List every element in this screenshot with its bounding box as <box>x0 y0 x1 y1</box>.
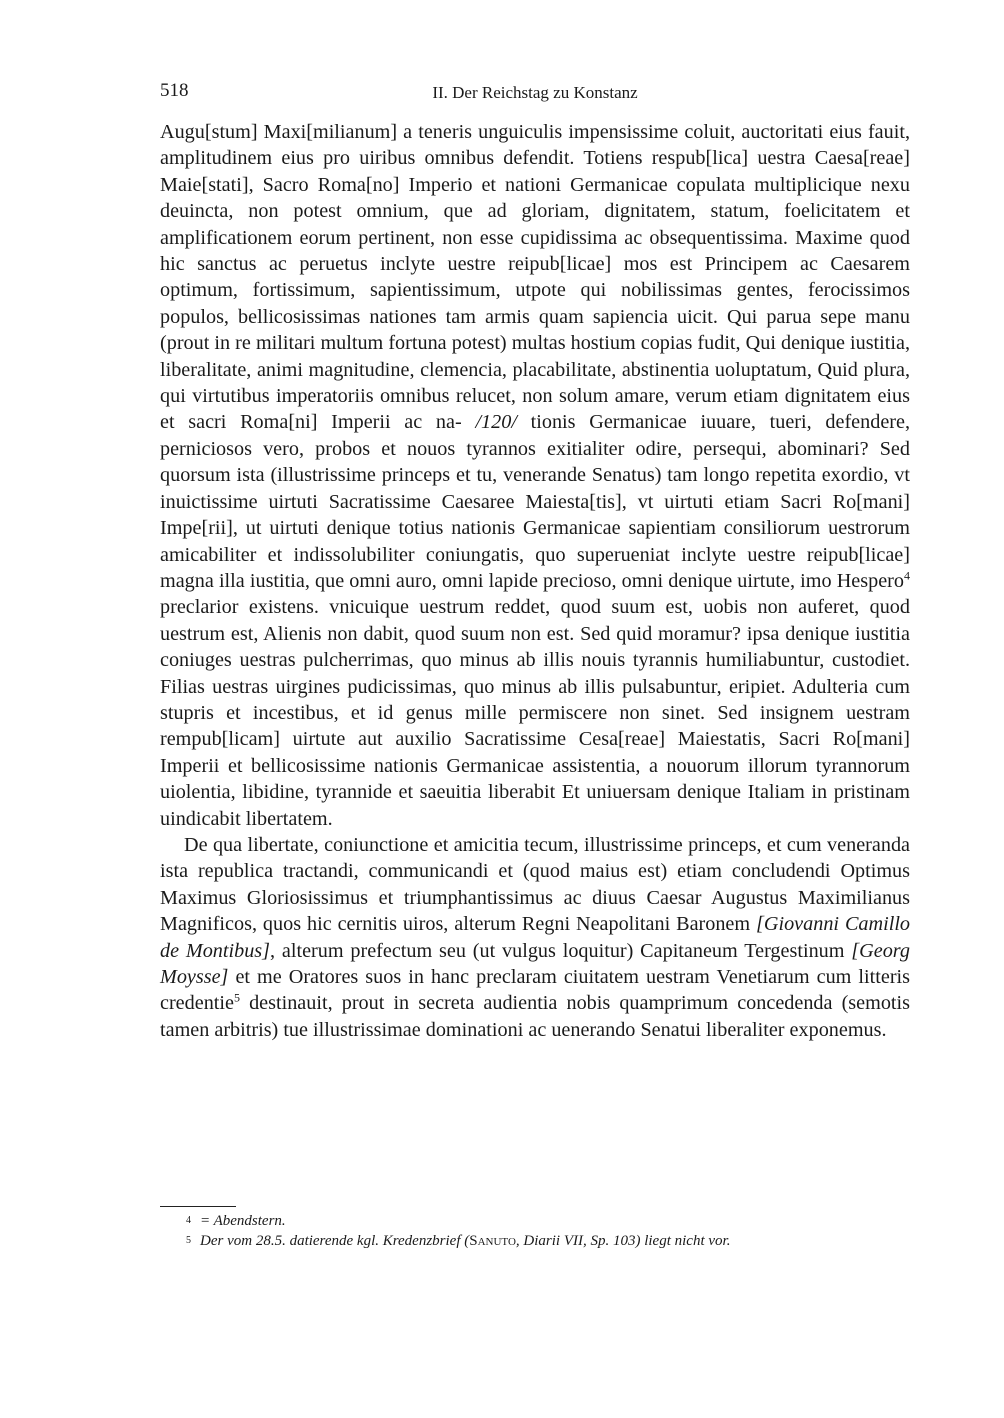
main-text <box>160 119 910 1043</box>
page-header <box>160 80 910 110</box>
paragraph-2 <box>160 832 910 1043</box>
footnote-5-text-a: Der vom 28.5. datierende kgl. Kredenzbrief ( <box>200 1233 470 1249</box>
paragraph-1 <box>160 119 910 832</box>
footnote-5-author: Sanuto <box>469 1233 516 1249</box>
folio-marker: /120/ <box>475 411 517 434</box>
paragraph-1-segment-1: Augu[stum] Maxi[milianum] a teneris unguiculis impensissime coluit, auctoritati eius fauit, amplitudinem eius pro uiribus omnibus defendit. Totiens respub[lica] uestra Caesa[reae] Maie[stati], Sacro Roma[no] Imperio et nationi Germanicae copulata multiplicique nexu deuincta, non potest omnium, que ad gloriam, dignitatem, statum, foelicitatem et amplificationem eorum pertinent, non esse cupidissima ac obsequentissima. Maxime quod hic sanctus ac peruetus inclyte uestre reipub[licae] mos est Principem ac Caesarem optimum, fortissimum, sapientissimum, utpote qui nobilissimas gentes, ferocissimos populos, bellicosissimas nationes tam armis quam sapiencia uicit. Qui parua sepe manu (prout in re militari multum fortuna potest) multas hostium copias fudit, Qui denique iustitia, liberalitate, animi magnitudine, clemencia, placabilitate, abstinentia uoluptatum, Quid plura, qui virtutibus imperatoriis omnibus relucet, non solum amare, verum etiam dignitatem eius et sacri Roma[ni] Imperii ac na- <box>160 121 910 434</box>
footnote-5-number: 5 <box>186 1235 191 1246</box>
running-head: II. Der Reichstag zu Konstanz <box>432 83 638 102</box>
footnote-5-text-b: , Diarii VII, Sp. 103) liegt nicht vor. <box>515 1233 731 1249</box>
footnote-4 <box>160 1211 910 1231</box>
editorial-name-2: [Georg Moysse] <box>160 939 910 988</box>
paragraph-1-segment-3: preclarior existens. vnicuique uestrum reddet, quod suum est, uobis non auferet, quod uestrum est, Alienis non dabit, quod suum non est. Sed quid moramur? ipsa denique iustitia coniuges uestras pulcherrimas, quo minus ab illis nouis tyrannis humiliabuntur, custodiet. Filias uestras uirgines pudicissimas, quo minus ab illis pulsabuntur, eripiet. Adulteria cum stupris et incestibus, et id genus mille permiscere non sinet. Sed insignem uestram rempub[licam] uirtute aut auxilio Sacratissime Cesa[reae] Maiestatis, Sacri Ro[mani] Imperii et bellicosissime nationis Germanicae assistentia, a nouorum illorum tyrannorum uiolentia, libidine, tyrannide et saeuitia liberabit Et uniuersam denique Italiam in pristinam uindicabit libertatem. <box>160 596 910 830</box>
page-number: 518 <box>160 80 189 101</box>
footnote-5 <box>160 1231 910 1251</box>
paragraph-2-segment-4: destinauit, prout in secreta audientia nobis quamprimum concedenda (semotis tamen arbitris) tue illustrissimae dominationi ac uenerando Senatui liberaliter exponemus. <box>160 992 910 1041</box>
footnote-4-number: 4 <box>186 1215 191 1226</box>
footnote-ref-4[interactable]: 4 <box>904 568 910 583</box>
paragraph-2-segment-2: , alterum prefectum seu (ut vulgus loquitur) Capitaneum Tergestinum <box>270 939 845 962</box>
footnote-5-text <box>200 1233 730 1249</box>
footnote-ref-5[interactable]: 5 <box>233 990 240 1005</box>
paragraph-2-segment-3: et me Oratores suos in hanc preclaram ciuitatem uestram Venetiarum cum litteris credentie <box>160 966 911 1015</box>
footnote-divider <box>160 1206 236 1207</box>
footnote-4-text: = Abendstern. <box>200 1213 286 1229</box>
editorial-name-1: [Giovanni Camillo de Montibus] <box>160 913 911 962</box>
paragraph-1-segment-2: tionis Germanicae iuuare, tueri, defendere, perniciosos vero, probos et nouos tyrannos exitialiter odire, persequi, abominari? Sed quorsum ista (illustrissime princeps et tu, venerande Senatus) tam longo repetita exordio, vt inuictissime uirtuti Sacratissime Caesaree Maiesta[tis], vt uirtuti etiam Sacri Ro[mani] Impe[rii], ut uirtuti denique totius nationis Germanicae sapientiam consiliorum uestrorum amicabiliter et indissolubiliter coniungatis, quo superueniat inclyte uestre reipub[licae] magna illa iustitia, que omni auro, omni lapide precioso, omni denique uirtute, imo Hespero <box>160 411 911 592</box>
paragraph-2-segment-1: De qua libertate, coniunctione et amicitia tecum, illustrissime princeps, et cum veneranda ista republica tractandi, communicandi et (quod maius est) etiam concludendi Optimus Maximus Gloriosissimus et triumphantissimus ac diuus Caesar Augustus Maximilianus Magnificos, quos hic cernitis uiros, alterum Regni Neapolitani Baronem <box>160 833 910 936</box>
footnotes <box>160 1211 910 1251</box>
